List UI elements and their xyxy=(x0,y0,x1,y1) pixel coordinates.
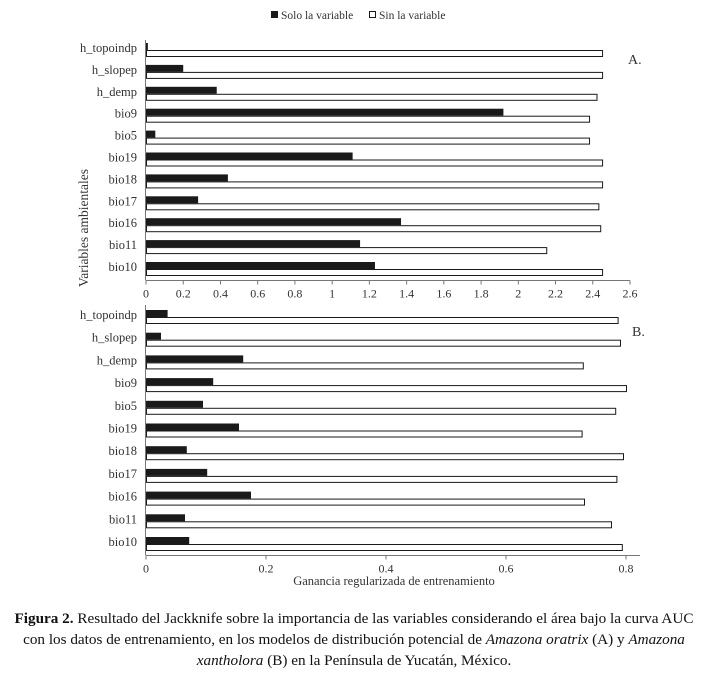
b-x-tick-label: 0.2 xyxy=(258,561,274,576)
a-category-label: h_topoindp xyxy=(80,41,137,55)
a-bar-sin xyxy=(147,160,603,166)
a-bar-sin xyxy=(147,182,603,188)
a-bar-solo xyxy=(146,240,360,247)
b-category-label: bio18 xyxy=(108,444,137,459)
a-x-tick-label: 0.6 xyxy=(250,286,266,301)
b-bar-solo xyxy=(146,310,168,317)
x-axis-title: Ganancia regularizada de entrenamiento xyxy=(293,574,495,588)
b-bar-sin xyxy=(147,340,621,346)
panel-b xyxy=(80,305,645,588)
b-x-tick-label: 0.4 xyxy=(378,561,394,576)
b-category-label: h_slopep xyxy=(91,330,137,345)
b-bar-sin xyxy=(147,363,584,369)
legend-solo-label: Solo la variable xyxy=(281,10,354,22)
b-category-label: bio9 xyxy=(114,376,137,391)
b-bar-solo xyxy=(146,401,203,408)
a-bar-solo xyxy=(146,131,155,138)
a-x-tick-label: 0.2 xyxy=(175,286,191,301)
a-x-tick-label: 0 xyxy=(143,286,149,301)
a-bar-sin xyxy=(147,226,601,232)
panel-a-label: A. xyxy=(628,53,642,68)
a-category-label: bio11 xyxy=(108,238,137,253)
caption-text-3: (B) en la Península de Yucatán, México. xyxy=(263,652,512,669)
a-bar-sin xyxy=(147,72,603,78)
b-bar-sin xyxy=(147,431,583,437)
a-x-tick-label: 1.6 xyxy=(436,286,452,301)
b-bar-sin xyxy=(147,318,619,324)
a-bar-sin xyxy=(147,116,590,122)
b-bar-sin xyxy=(147,545,623,551)
b-category-label: bio5 xyxy=(114,398,137,413)
b-category-label: h_demp xyxy=(96,353,137,368)
a-bar-sin xyxy=(147,248,547,254)
a-bar-sin xyxy=(147,51,603,57)
b-bar-sin xyxy=(147,454,624,460)
a-x-tick-label: 2.4 xyxy=(585,286,601,301)
panel-a-x-ticks xyxy=(143,281,638,301)
panel-a xyxy=(80,40,642,301)
a-bar-solo xyxy=(146,196,198,203)
b-category-label: bio17 xyxy=(108,466,137,481)
a-bar-solo xyxy=(146,262,375,269)
a-category-label: bio10 xyxy=(108,260,137,274)
b-bar-solo xyxy=(146,378,213,385)
a-category-label: bio9 xyxy=(114,106,137,121)
b-category-label: h_topoindp xyxy=(80,308,137,322)
a-x-tick-label: 0.8 xyxy=(287,286,303,301)
a-bar-solo xyxy=(146,65,183,72)
panel-b-bars xyxy=(146,310,627,551)
b-bar-solo xyxy=(146,514,185,521)
a-x-tick-label: 2.6 xyxy=(622,286,638,301)
b-bar-solo xyxy=(146,333,161,340)
a-category-label: bio17 xyxy=(108,194,137,209)
b-bar-sin xyxy=(147,408,616,414)
panel-b-category-labels xyxy=(80,308,137,549)
b-bar-solo xyxy=(146,469,207,476)
b-bar-solo xyxy=(146,492,251,499)
a-x-tick-label: 2.2 xyxy=(548,286,564,301)
a-bar-solo xyxy=(146,43,148,50)
b-bar-sin xyxy=(147,522,612,528)
panel-b-label: B. xyxy=(632,325,645,340)
b-bar-sin xyxy=(147,499,585,505)
a-category-label: h_demp xyxy=(96,84,137,99)
b-bar-solo xyxy=(146,424,239,431)
a-category-label: bio18 xyxy=(108,172,137,187)
figure-caption xyxy=(14,608,694,671)
a-category-label: h_slopep xyxy=(91,62,137,77)
caption-fig-label: Figura 2. xyxy=(14,610,74,627)
y-axis-title: Variables ambientales xyxy=(76,168,91,288)
a-x-tick-label: 1 xyxy=(329,286,336,301)
caption-species-1: Amazona oratrix xyxy=(485,631,589,648)
legend xyxy=(271,10,445,22)
a-x-tick-label: 2 xyxy=(515,286,522,301)
b-x-tick-label: 0 xyxy=(143,561,149,576)
a-x-tick-label: 1.2 xyxy=(361,286,377,301)
panel-a-bars xyxy=(146,43,603,276)
a-bar-solo xyxy=(146,218,401,225)
a-bar-sin xyxy=(147,204,599,210)
a-x-tick-label: 0.4 xyxy=(212,286,228,301)
legend-sin-swatch xyxy=(370,12,376,18)
a-bar-solo xyxy=(146,87,217,94)
b-bar-solo xyxy=(146,446,187,453)
a-category-label: bio16 xyxy=(108,216,137,231)
b-category-label: bio11 xyxy=(108,512,137,527)
a-x-tick-label: 1.8 xyxy=(473,286,489,301)
b-bar-solo xyxy=(146,355,243,362)
b-bar-sin xyxy=(147,386,627,392)
a-bar-solo xyxy=(146,174,228,181)
legend-sin-label: Sin la variable xyxy=(379,10,446,22)
a-bar-sin xyxy=(147,138,590,144)
b-x-tick-label: 0.6 xyxy=(498,561,514,576)
b-bar-solo xyxy=(146,537,189,544)
b-x-tick-label: 0.8 xyxy=(618,561,634,576)
legend-solo-swatch xyxy=(271,11,278,18)
a-bar-sin xyxy=(147,270,603,276)
a-bar-sin xyxy=(147,94,597,100)
a-bar-solo xyxy=(146,109,503,116)
caption-species-2: Amazona xantholora xyxy=(196,631,685,669)
b-category-label: bio16 xyxy=(108,489,137,504)
a-bar-solo xyxy=(146,153,353,160)
caption-text-2: (A) y xyxy=(588,631,629,648)
panel-b-x-ticks xyxy=(143,556,634,576)
b-category-label: bio19 xyxy=(108,421,137,436)
b-category-label: bio10 xyxy=(108,535,137,549)
a-category-label: bio5 xyxy=(114,128,137,143)
caption-text-1: Resultado del Jackknife sobre la importancia de las variables considerando el área bajo la curva AUC con los datos de entrenamiento, en los modelos de distribución potencial de xyxy=(23,610,694,648)
a-x-tick-label: 1.4 xyxy=(399,286,415,301)
b-bar-sin xyxy=(147,476,617,482)
a-category-label: bio19 xyxy=(108,150,137,165)
